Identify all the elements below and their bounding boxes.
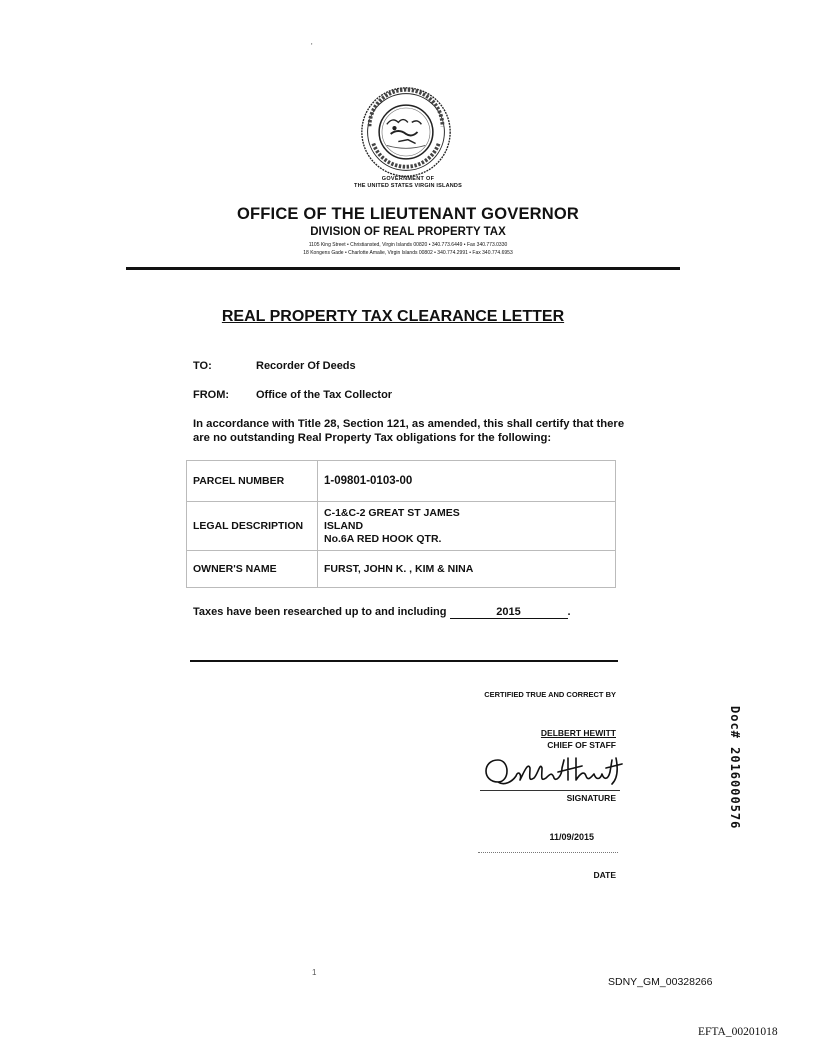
date-label: DATE: [593, 870, 616, 880]
parcel-number-label: PARCEL NUMBER: [187, 461, 318, 502]
signature-label: SIGNATURE: [566, 793, 616, 803]
certified-by-label: CERTIFIED TRUE AND CORRECT BY: [484, 690, 616, 699]
office-title: OFFICE OF THE LIEUTENANT GOVERNOR: [236, 205, 580, 223]
table-row: [187, 502, 616, 551]
parcel-table: [186, 460, 616, 588]
taxes-period: .: [567, 606, 571, 618]
taxes-researched-text: Taxes have been researched up to and including: [193, 606, 447, 618]
tax-year-value: 2015: [450, 606, 568, 619]
legal-description-line: No.6A RED HOOK QTR.: [324, 532, 442, 545]
legal-description-value: [318, 502, 616, 551]
certification-statement: In accordance with Title 28, Section 121, as amended, this shall certify that there are no outstanding Real Property Tax obligations for the following:: [193, 418, 625, 444]
scan-mark-bottom: 1: [312, 968, 317, 977]
legal-description-line: ISLAND: [324, 519, 364, 532]
parcel-number-value: 1-09801-0103-00: [318, 461, 616, 502]
from-label: FROM:: [193, 389, 230, 401]
government-line-1: GOVERNMENT OF: [381, 176, 435, 182]
address-charlotte-amalie: 18 Kongens Gade • Charlotte Amalie, Virgin Islands 00802 • 340.774.2991 • Fax 340.774.6953: [303, 250, 513, 256]
table-row: [187, 551, 616, 588]
to-label: TO:: [193, 360, 212, 372]
efta-number: EFTA_00201018: [698, 1026, 778, 1038]
recorder-doc-number-stamp: Doc# 2016000576: [728, 706, 742, 830]
taxes-researched-line: [193, 606, 571, 619]
letter-title: REAL PROPERTY TAX CLEARANCE LETTER: [221, 308, 565, 325]
handwritten-signature: [478, 752, 628, 794]
official-title: CHIEF OF STAFF: [547, 740, 616, 750]
legal-description-label: LEGAL DESCRIPTION: [187, 502, 318, 551]
government-seal: [358, 84, 454, 180]
date-line: [478, 852, 618, 854]
government-line-2: THE UNITED STATES VIRGIN ISLANDS: [354, 183, 462, 189]
date-value: 11/09/2015: [549, 832, 594, 842]
section-divider: [190, 660, 618, 662]
owner-name-label: OWNER'S NAME: [187, 551, 318, 588]
address-christiansted: 1105 King Street • Christiansted, Virgin Islands 00820 • 340.773.6449 • Fax 340.773.0330: [308, 242, 508, 248]
from-value: Office of the Tax Collector: [256, 389, 393, 401]
legal-description-line: C-1&C-2 GREAT ST JAMES: [324, 506, 460, 519]
header-divider: [126, 267, 680, 270]
owner-name-value: FURST, JOHN K. , KIM & NINA: [318, 551, 616, 588]
scan-mark-top: ': [311, 42, 313, 51]
to-value: Recorder Of Deeds: [256, 360, 356, 372]
bates-number: SDNY_GM_00328266: [608, 976, 713, 988]
signature-line: [480, 790, 620, 791]
table-row: [187, 461, 616, 502]
division-title: DIVISION OF REAL PROPERTY TAX: [310, 226, 506, 238]
official-name: DELBERT HEWITT: [540, 728, 616, 738]
